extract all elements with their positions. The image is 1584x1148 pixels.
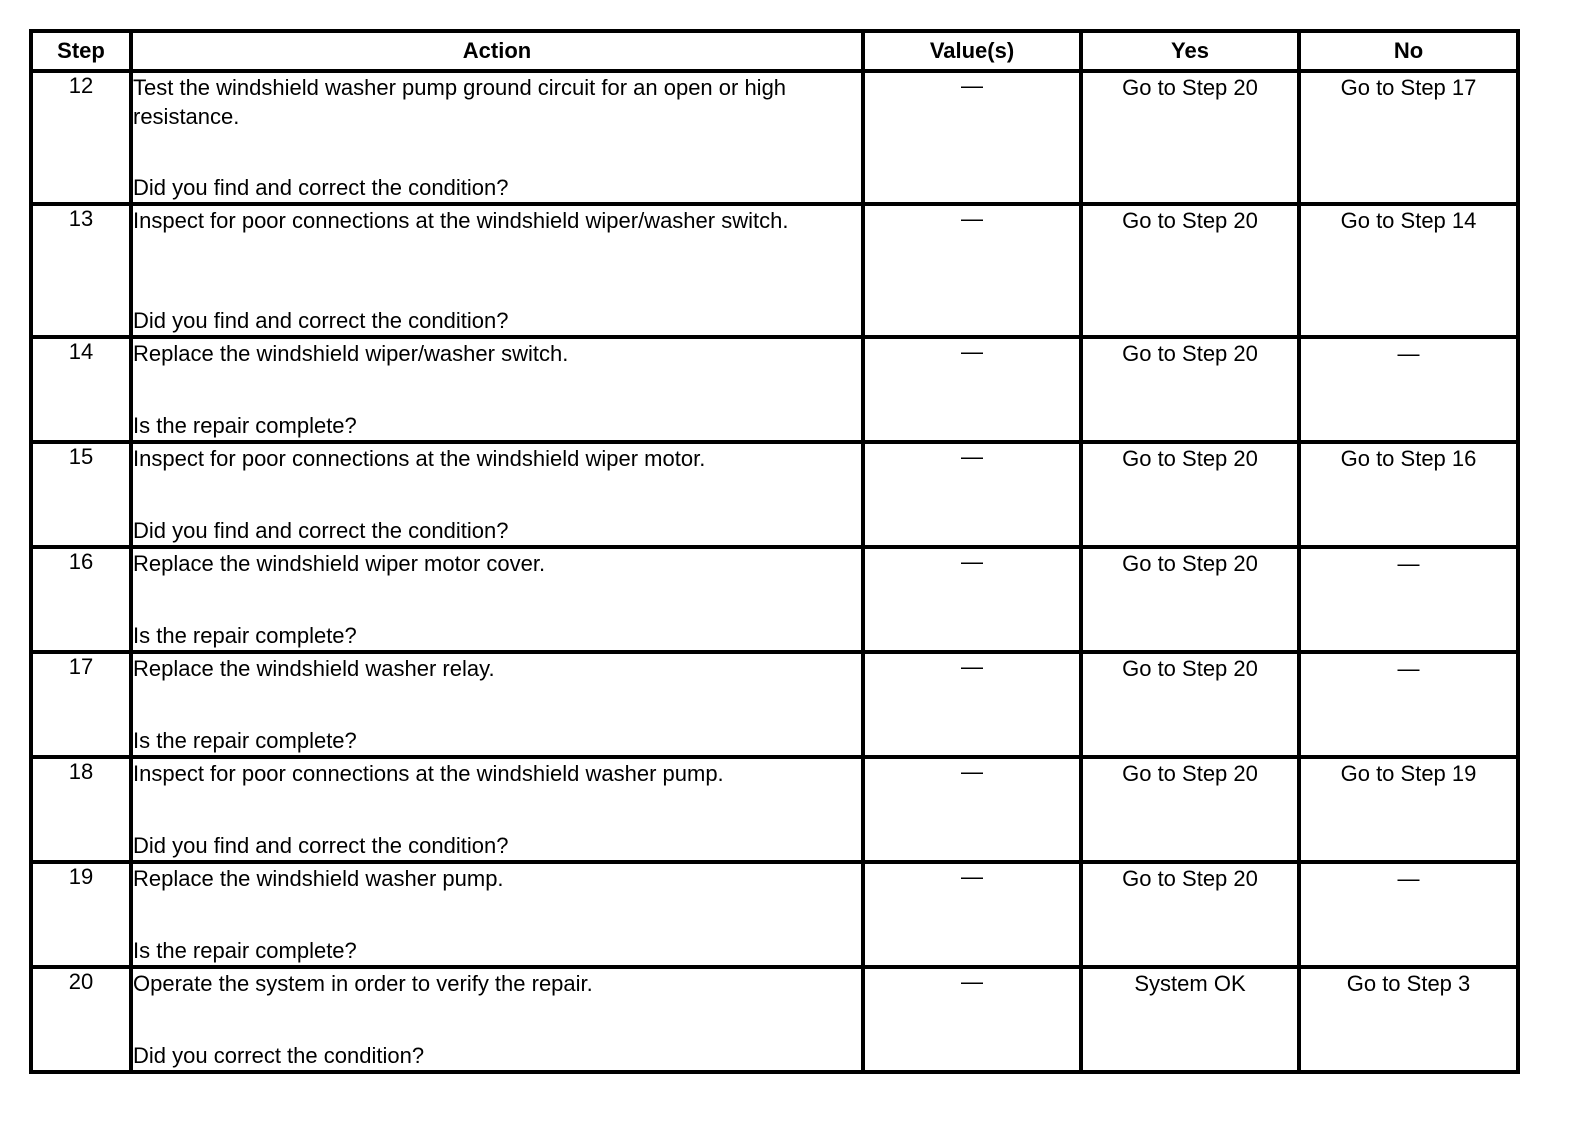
header-step: Step — [31, 31, 131, 71]
no-cell: Go to Step 16 — [1299, 442, 1518, 547]
no-cell: — — [1299, 337, 1518, 442]
header-action: Action — [131, 31, 863, 71]
action-cell — [131, 862, 863, 967]
value-cell: — — [863, 547, 1081, 652]
table-row — [31, 442, 1518, 547]
diagnostic-table — [29, 29, 1520, 1074]
action-instruction: Replace the windshield wiper/washer switch. — [133, 341, 569, 366]
table-row — [31, 547, 1518, 652]
table-row — [31, 862, 1518, 967]
action-instruction: Inspect for poor connections at the windshield wiper motor. — [133, 446, 706, 471]
action-cell — [131, 204, 863, 337]
yes-cell: Go to Step 20 — [1081, 652, 1299, 757]
value-cell: — — [863, 71, 1081, 204]
value-cell: — — [863, 967, 1081, 1072]
no-cell: — — [1299, 547, 1518, 652]
value-cell: — — [863, 337, 1081, 442]
action-cell — [131, 71, 863, 204]
action-question: Is the repair complete? — [133, 938, 357, 963]
step-number: 19 — [31, 862, 131, 967]
no-cell: Go to Step 17 — [1299, 71, 1518, 204]
step-number: 17 — [31, 652, 131, 757]
step-number: 12 — [31, 71, 131, 204]
action-cell — [131, 337, 863, 442]
yes-cell: System OK — [1081, 967, 1299, 1072]
yes-cell: Go to Step 20 — [1081, 757, 1299, 862]
action-instruction: Inspect for poor connections at the windshield washer pump. — [133, 761, 724, 786]
table-row — [31, 652, 1518, 757]
step-number: 14 — [31, 337, 131, 442]
header-no: No — [1299, 31, 1518, 71]
action-question: Did you find and correct the condition? — [133, 833, 509, 858]
yes-cell: Go to Step 20 — [1081, 442, 1299, 547]
value-cell: — — [863, 652, 1081, 757]
table-row — [31, 71, 1518, 204]
step-number: 18 — [31, 757, 131, 862]
no-cell: — — [1299, 652, 1518, 757]
table-row — [31, 757, 1518, 862]
action-question: Did you find and correct the condition? — [133, 175, 509, 200]
no-cell: Go to Step 14 — [1299, 204, 1518, 337]
action-question: Did you find and correct the condition? — [133, 518, 509, 543]
action-cell — [131, 757, 863, 862]
action-instruction: Test the windshield washer pump ground circuit for an open or high resistance. — [133, 75, 787, 129]
no-cell: — — [1299, 862, 1518, 967]
action-question: Is the repair complete? — [133, 413, 357, 438]
action-question: Is the repair complete? — [133, 623, 357, 648]
value-cell: — — [863, 757, 1081, 862]
action-cell — [131, 652, 863, 757]
header-row — [31, 31, 1518, 71]
action-instruction: Replace the windshield washer relay. — [133, 656, 495, 681]
step-number: 15 — [31, 442, 131, 547]
action-cell — [131, 547, 863, 652]
table-row — [31, 337, 1518, 442]
action-cell — [131, 442, 863, 547]
no-cell: Go to Step 3 — [1299, 967, 1518, 1072]
header-yes: Yes — [1081, 31, 1299, 71]
table-row — [31, 204, 1518, 337]
action-instruction: Replace the windshield washer pump. — [133, 866, 504, 891]
action-cell — [131, 967, 863, 1072]
step-number: 20 — [31, 967, 131, 1072]
yes-cell: Go to Step 20 — [1081, 547, 1299, 652]
no-cell: Go to Step 19 — [1299, 757, 1518, 862]
action-instruction: Operate the system in order to verify the repair. — [133, 971, 593, 996]
value-cell: — — [863, 442, 1081, 547]
action-instruction: Replace the windshield wiper motor cover. — [133, 551, 546, 576]
action-question: Is the repair complete? — [133, 728, 357, 753]
yes-cell: Go to Step 20 — [1081, 862, 1299, 967]
value-cell: — — [863, 204, 1081, 337]
yes-cell: Go to Step 20 — [1081, 71, 1299, 204]
value-cell: — — [863, 862, 1081, 967]
table-row — [31, 967, 1518, 1072]
action-question: Did you correct the condition? — [133, 1043, 425, 1068]
action-question: Did you find and correct the condition? — [133, 308, 509, 333]
yes-cell: Go to Step 20 — [1081, 337, 1299, 442]
header-values: Value(s) — [863, 31, 1081, 71]
yes-cell: Go to Step 20 — [1081, 204, 1299, 337]
action-instruction: Inspect for poor connections at the windshield wiper/washer switch. — [133, 208, 789, 233]
step-number: 13 — [31, 204, 131, 337]
step-number: 16 — [31, 547, 131, 652]
